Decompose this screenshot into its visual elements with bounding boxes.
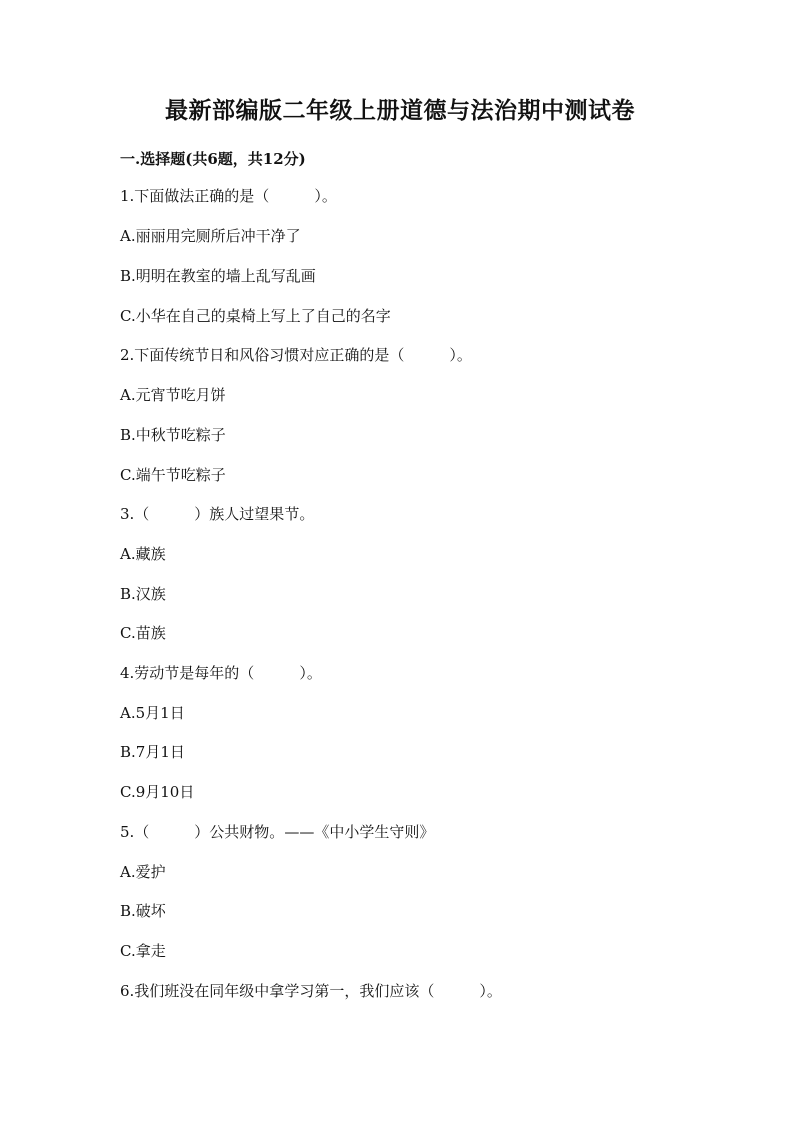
question-2-option-a: A.元宵节吃月饼 bbox=[120, 386, 226, 404]
page-title: 最新部编版二年级上册道德与法治期中测试卷 bbox=[165, 97, 635, 124]
section-heading: 一.选择题(共6题，共12分) bbox=[120, 150, 306, 168]
question-1-option-b: B.明明在教室的墙上乱写乱画 bbox=[120, 267, 316, 285]
question-6-stem: 6.我们班没在同年级中拿学习第一，我们应该（ ）。 bbox=[120, 982, 502, 1000]
question-5-option-b: B.破坏 bbox=[120, 902, 166, 920]
question-4-option-a: A.5月1日 bbox=[120, 704, 185, 722]
question-1-stem: 1.下面做法正确的是（ ）。 bbox=[120, 187, 337, 205]
question-4-option-c: C.9月10日 bbox=[120, 783, 195, 801]
question-4-option-b: B.7月1日 bbox=[120, 743, 185, 761]
question-5-stem: 5.（ ）公共财物。——《中小学生守则》 bbox=[120, 823, 435, 841]
question-5-option-a: A.爱护 bbox=[120, 863, 166, 881]
question-5-option-c: C.拿走 bbox=[120, 942, 166, 960]
question-3-option-c: C.苗族 bbox=[120, 624, 166, 642]
question-3-stem: 3.（ ）族人过望果节。 bbox=[120, 505, 315, 523]
question-3-option-b: B.汉族 bbox=[120, 585, 166, 603]
question-2-option-b: B.中秋节吃粽子 bbox=[120, 426, 226, 444]
question-1-option-c: C.小华在自己的桌椅上写上了自己的名字 bbox=[120, 307, 391, 325]
question-2-stem: 2.下面传统节日和风俗习惯对应正确的是（ ）。 bbox=[120, 346, 472, 364]
question-2-option-c: C.端午节吃粽子 bbox=[120, 466, 226, 484]
question-1-option-a: A.丽丽用完厕所后冲干净了 bbox=[120, 227, 301, 245]
question-4-stem: 4.劳动节是每年的（ ）。 bbox=[120, 664, 322, 682]
question-3-option-a: A.藏族 bbox=[120, 545, 166, 563]
